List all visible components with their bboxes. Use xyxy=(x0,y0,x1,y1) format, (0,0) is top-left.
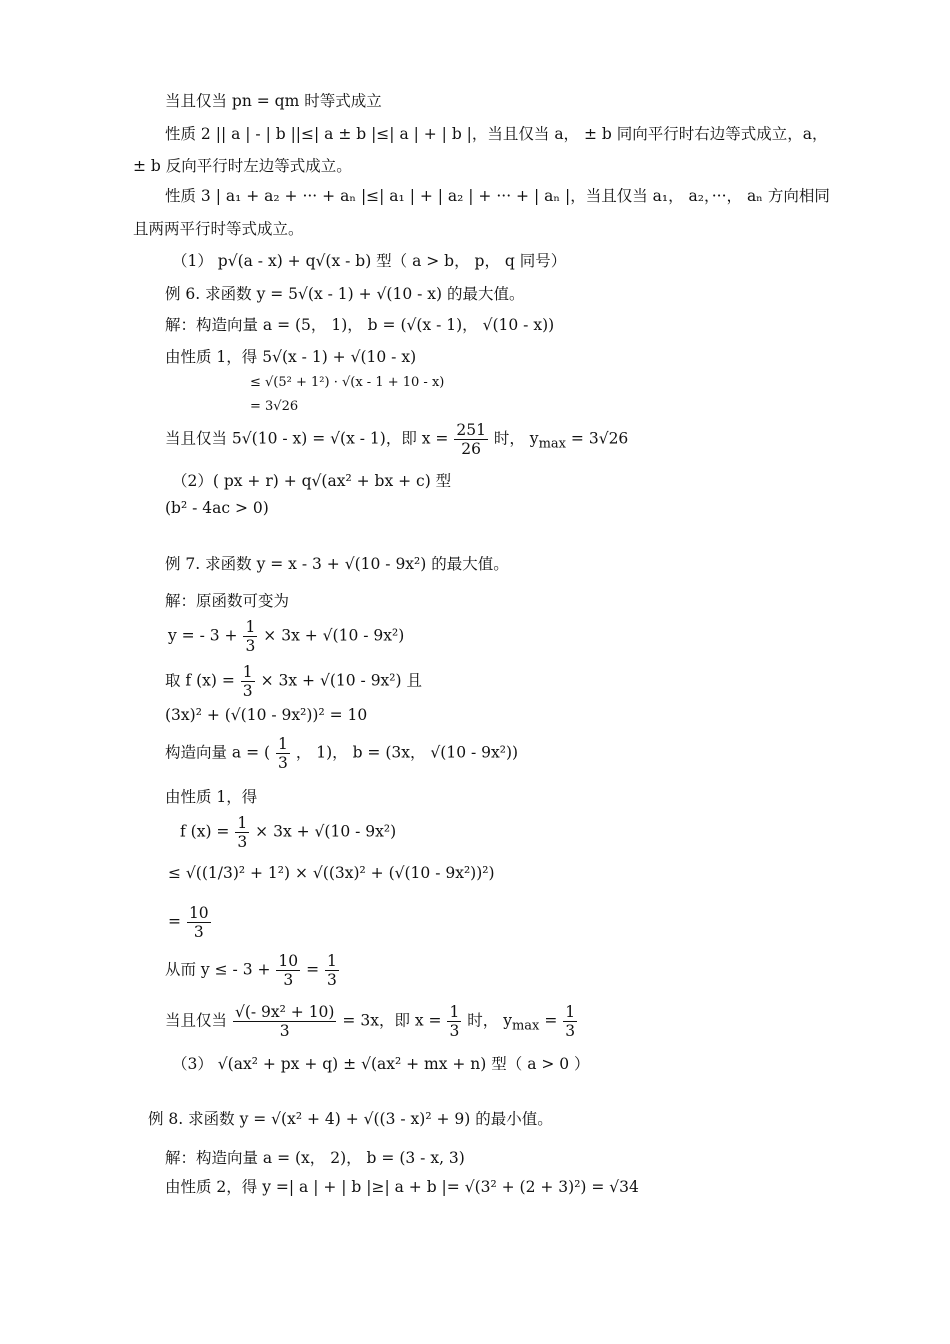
fraction-numerator: 1 xyxy=(242,663,253,681)
condition-equals: = 3x，即 x = xyxy=(342,1011,442,1030)
fraction-numerator: 1 xyxy=(449,1003,460,1021)
fraction-denominator: 26 xyxy=(461,440,481,458)
expr-suffix: × 3x + √(10 - 9x²) 且 xyxy=(260,671,422,690)
example-8-vectors: 解：构造向量 a = (x， 2)， b = (3 - x, 3) xyxy=(165,1149,465,1167)
fraction-one-third xyxy=(235,814,249,851)
fraction-one-third xyxy=(276,735,290,772)
fraction-one-third xyxy=(325,952,339,989)
fraction-numerator: √(- 9x² + 10) xyxy=(234,1003,335,1021)
example-7-identity: (3x)² + (√(10 - 9x²))² = 10 xyxy=(165,706,368,724)
fraction-numerator: 1 xyxy=(237,814,248,832)
equals-sign: = xyxy=(306,960,320,979)
fraction-denominator: 3 xyxy=(193,923,204,941)
example-7-conclusion xyxy=(165,1003,578,1040)
max-subscript: max xyxy=(538,436,566,452)
fraction-ten-thirds xyxy=(187,904,211,941)
fraction-numerator: 10 xyxy=(278,952,299,970)
expr-prefix: f (x) = xyxy=(180,822,230,841)
fraction-denominator: 3 xyxy=(242,682,253,700)
expr-suffix: × 3x + √(10 - 9x²) xyxy=(263,626,405,645)
expr-prefix: y = - 3 + xyxy=(168,626,238,645)
type-3-heading: （3） √(ax² + px + q) ± √(ax² + mx + n) 型（ a > 0 ） xyxy=(172,1055,590,1073)
expr-suffix: × 3x + √(10 - 9x²) xyxy=(255,822,397,841)
example-7-therefore xyxy=(165,952,340,989)
fraction-denominator: 3 xyxy=(279,1022,290,1040)
fraction-denominator: 3 xyxy=(245,637,256,655)
type-2-heading: （2）( px + r) + q√(ax² + bx + c) 型 xyxy=(172,472,452,490)
example-7-cauchy-bound: ≤ √((1/3)² + 1²) × √((3x)² + (√(10 - 9x²))²) xyxy=(168,864,495,882)
fraction-one-third xyxy=(563,1003,577,1040)
property-3-continuation: 且两两平行时等式成立。 xyxy=(133,220,304,238)
type-1-heading: （1） p√(a - x) + q√(x - b) 型（ a > b， p， q 同号） xyxy=(172,252,567,270)
condition-text: 当且仅当 xyxy=(165,1011,228,1030)
property-2-line: 性质 2 || a | - | b ||≤| a ± b |≤| a | + | b |，当且仅当 a， ± b 同向平行时右边等式成立，a， xyxy=(165,125,828,143)
fraction-numerator: 251 xyxy=(456,421,486,439)
example-7-bound-value xyxy=(168,904,212,941)
property-2-continuation: ± b 反向平行时左边等式成立。 xyxy=(133,157,352,175)
example-6-conclusion xyxy=(165,421,628,458)
property-3-line: 性质 3 | a₁ + a₂ + ··· + aₙ |≤| a₁ | + | a₂ | + ··· + | aₙ |，当且仅当 a₁， a₂，···， aₙ 方向相同 xyxy=(165,187,830,205)
example-7-vectors xyxy=(165,735,518,772)
example-8-result: 由性质 2，得 y =| a | + | b |≥| a + b |= √(3² + (2 + 3)²) = √34 xyxy=(165,1178,639,1196)
example-6-condition-text: 当且仅当 5√(10 - x) = √(x - 1)，即 x = xyxy=(165,429,449,448)
type-2-condition: (b² - 4ac > 0) xyxy=(165,499,269,517)
fraction-numerator: 1 xyxy=(327,952,337,970)
example-8-statement: 例 8. 求函数 y = √(x² + 4) + √((3 - x)² + 9) 的最小值。 xyxy=(148,1110,553,1128)
fraction-denominator: 3 xyxy=(283,971,294,989)
fraction-ten-thirds xyxy=(276,952,300,989)
example-6-statement: 例 6. 求函数 y = 5√(x - 1) + √(10 - x) 的最大值。 xyxy=(165,285,525,303)
expr-prefix: 取 f (x) = xyxy=(165,671,235,690)
fraction-numerator: 1 xyxy=(245,618,256,636)
fraction-one-third xyxy=(241,663,255,700)
example-6-result-step: = 3√26 xyxy=(250,399,299,414)
example-7-f-expression xyxy=(180,814,396,851)
fraction-numerator: 1 xyxy=(565,1003,576,1021)
example-6-inequality-step: ≤ √(5² + 1²) · √(x - 1 + 10 - x) xyxy=(250,375,445,390)
example-6-y-label: 时， y xyxy=(493,429,539,448)
expr-prefix: 从而 y ≤ - 3 + xyxy=(165,960,271,979)
fraction-denominator: 3 xyxy=(278,754,288,772)
fraction-one-third xyxy=(447,1003,461,1040)
example-7-statement: 例 7. 求函数 y = x - 3 + √(10 - 9x²) 的最大值。 xyxy=(165,555,509,573)
fraction-numerator: 1 xyxy=(278,735,288,753)
fraction-denominator: 3 xyxy=(449,1022,460,1040)
equals-sign: = xyxy=(168,912,181,931)
equality-condition-line: 当且仅当 pn = qm 时等式成立 xyxy=(165,92,382,110)
fraction-denominator: 3 xyxy=(565,1022,576,1040)
example-7-by-property-1: 由性质 1，得 xyxy=(165,788,258,806)
expr-suffix: ， 1)， b = (3x， √(10 - 9x²)) xyxy=(295,743,519,762)
fraction-denominator: 3 xyxy=(327,971,337,989)
fraction-numerator: 10 xyxy=(188,904,209,922)
max-subscript: max xyxy=(511,1018,540,1034)
example-6-by-property-1: 由性质 1，得 5√(x - 1) + √(10 - x) xyxy=(165,348,417,366)
example-7-rewritten-function xyxy=(168,618,404,655)
example-6-solution-vectors: 解：构造向量 a = (5， 1)， b = (√(x - 1)， √(10 - x)) xyxy=(165,316,555,334)
equals-sign: = xyxy=(544,1011,558,1030)
fraction-sqrt-over-3 xyxy=(233,1003,337,1040)
y-label: 时， y xyxy=(467,1011,512,1030)
example-7-solution-intro: 解：原函数可变为 xyxy=(165,592,290,610)
example-7-define-f xyxy=(165,663,422,700)
fraction-one-third xyxy=(243,618,257,655)
fraction-251-over-26 xyxy=(454,421,488,458)
expr-prefix: 构造向量 a = ( xyxy=(165,743,271,762)
example-6-max-value: = 3√26 xyxy=(570,429,629,448)
fraction-denominator: 3 xyxy=(237,833,248,851)
